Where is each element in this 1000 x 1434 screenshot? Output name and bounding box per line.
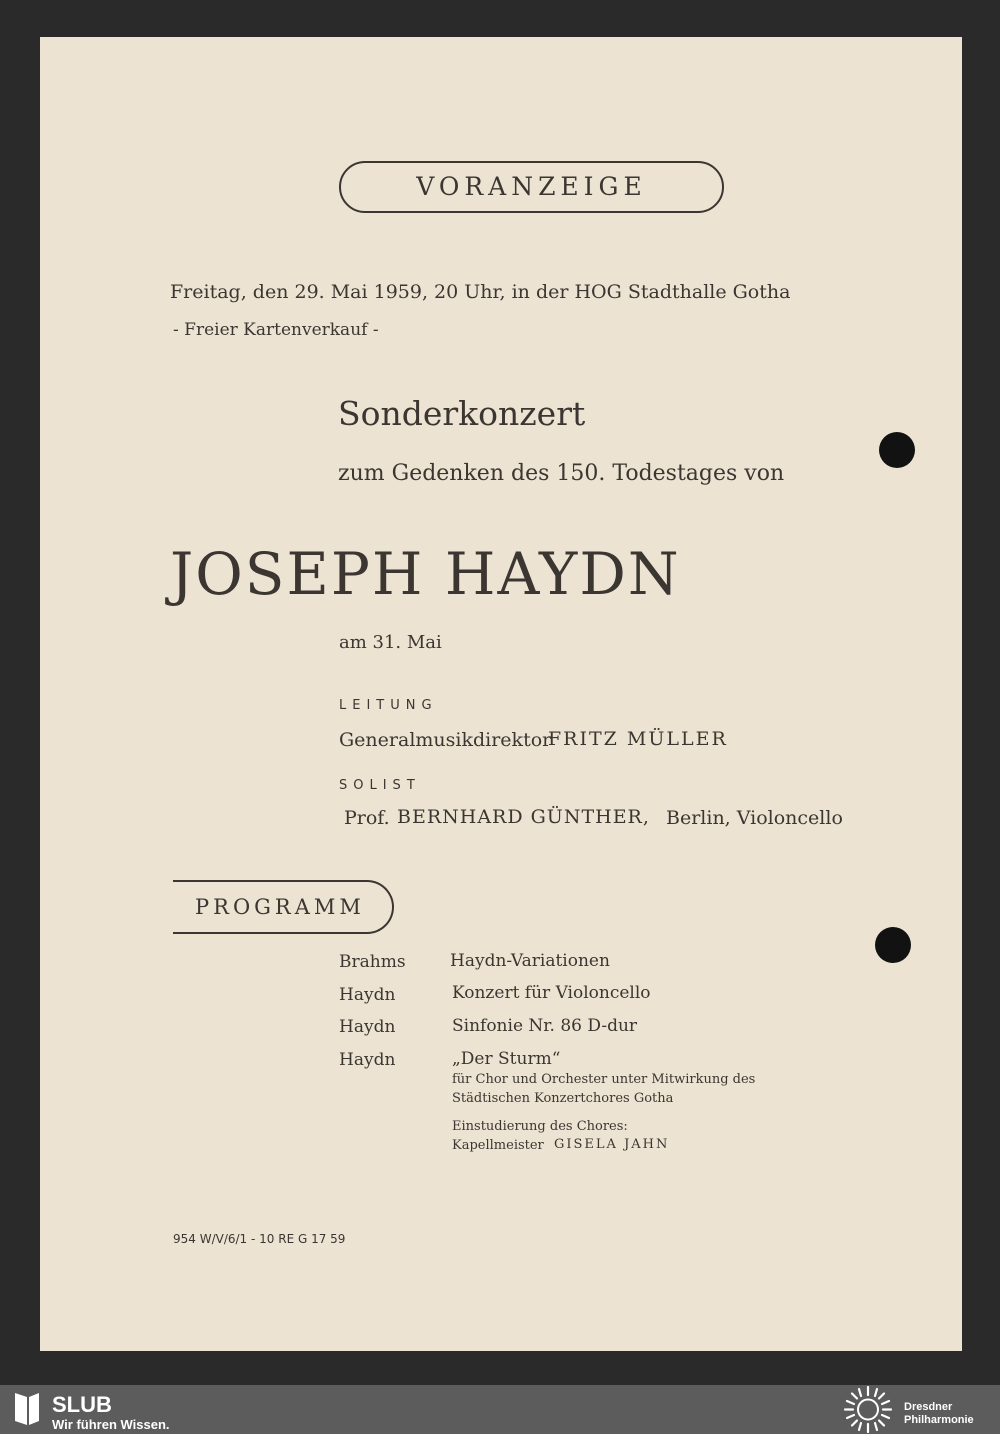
program-composer: Haydn <box>339 1050 396 1070</box>
chor-label: Einstudierung des Chores: <box>452 1119 628 1134</box>
concert-date: am 31. Mai <box>339 632 442 653</box>
programm-box <box>173 880 394 934</box>
sturm-note-line-1: für Chor und Orchester unter Mitwirkung des <box>452 1072 756 1087</box>
solist-name: BERNHARD GÜNTHER, <box>397 806 650 828</box>
program-composer: Haydn <box>339 985 396 1005</box>
leitung-heading: LEITUNG <box>339 698 438 713</box>
voranzeige-box <box>339 161 724 213</box>
voranzeige-label: VORANZEIGE <box>416 172 647 201</box>
solist-title: Prof. <box>344 807 390 829</box>
concert-title: Sonderkonzert <box>338 394 586 433</box>
punch-hole <box>875 927 911 963</box>
ticket-note: - Freier Kartenverkauf - <box>173 320 379 340</box>
chor-name: GISELA JAHN <box>554 1137 670 1152</box>
program-work: Haydn-Variationen <box>450 951 610 971</box>
slub-logo-icon <box>12 1389 42 1427</box>
chor-role: Kapellmeister <box>452 1138 544 1153</box>
program-work: Konzert für Violoncello <box>452 983 651 1003</box>
sturm-note-line-2: Städtischen Konzertchores Gotha <box>452 1091 674 1106</box>
program-composer: Brahms <box>339 952 406 972</box>
philharmonie-logo-icon <box>842 1386 894 1433</box>
program-work: „Der Sturm“ <box>452 1049 561 1069</box>
programm-heading: PROGRAMM <box>195 895 365 919</box>
philharmonie-line-1: Dresdner <box>904 1401 953 1413</box>
leitung-name: FRITZ MÜLLER <box>548 728 728 750</box>
philharmonie-name <box>904 1401 974 1427</box>
flyer-page <box>40 37 962 1351</box>
event-date-line: Freitag, den 29. Mai 1959, 20 Uhr, in der HOG Stadthalle Gotha <box>170 281 791 303</box>
concert-subtitle: zum Gedenken des 150. Todestages von <box>338 461 785 486</box>
solist-detail: Berlin, Violoncello <box>666 807 843 829</box>
philharmonie-line-2: Philharmonie <box>904 1414 974 1426</box>
composer-name: JOSEPH HAYDN <box>170 540 681 608</box>
print-code: 954 W/V/6/1 - 10 RE G 17 59 <box>173 1232 346 1246</box>
slub-slogan: Wir führen Wissen. <box>52 1417 170 1432</box>
program-composer: Haydn <box>339 1017 396 1037</box>
slub-name: SLUB <box>52 1392 112 1417</box>
solist-heading: SOLIST <box>339 778 421 793</box>
punch-hole <box>879 432 915 468</box>
program-work: Sinfonie Nr. 86 D-dur <box>452 1016 638 1036</box>
leitung-role: Generalmusikdirektor <box>339 729 552 751</box>
